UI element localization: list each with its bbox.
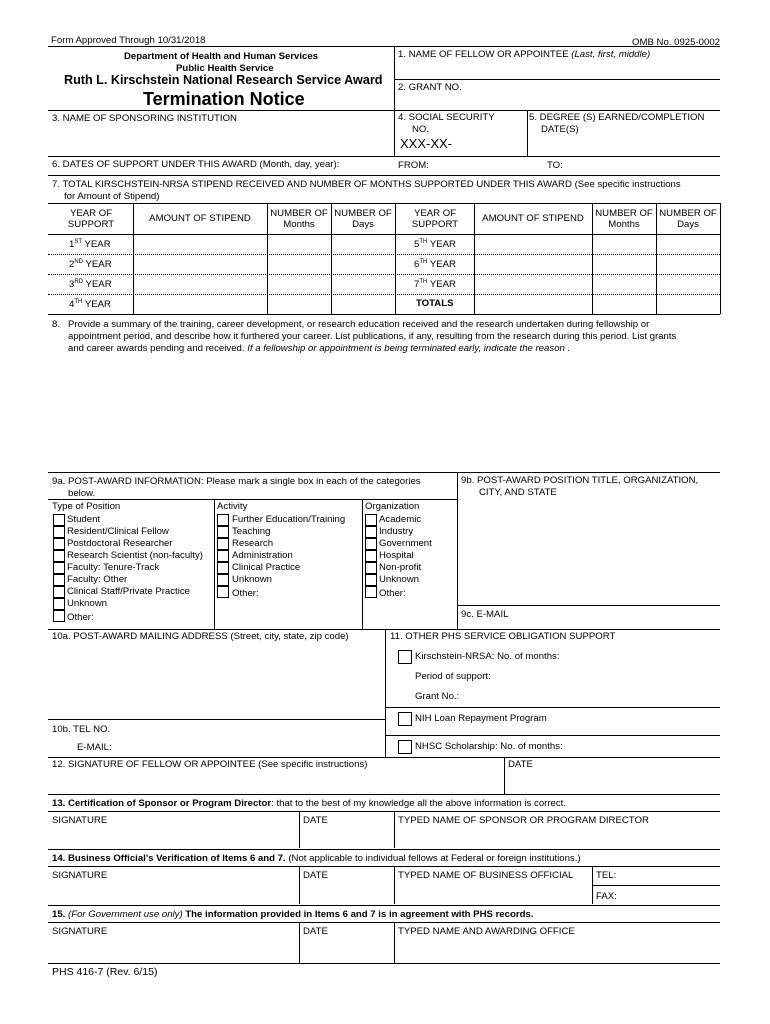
sponsor-date-label: DATE	[303, 815, 328, 826]
rule-field15	[48, 905, 720, 906]
post-award-label-2: below.	[68, 488, 96, 499]
checkbox-org-unknown[interactable]	[365, 574, 377, 586]
rule-field14-fields	[48, 866, 720, 867]
grant-no-label: Grant No.:	[415, 691, 460, 702]
position-title-label-2: CITY, AND STATE	[479, 487, 557, 498]
checkbox-further-education[interactable]	[217, 514, 229, 526]
business-typed-name-label: TYPED NAME OF BUSINESS OFFICIAL	[398, 870, 574, 881]
table-header-rule	[48, 234, 720, 235]
year-label-1: 1ST YEAR	[69, 239, 111, 250]
ssn-label-2: NO.	[412, 124, 430, 135]
option-activity-other: Other:	[232, 588, 259, 599]
degree-label-2: DATE(S)	[541, 124, 579, 135]
checkbox-government[interactable]	[365, 538, 377, 550]
top-rule	[48, 46, 720, 47]
rule-field12	[48, 757, 720, 758]
divider-date-typed	[394, 922, 395, 963]
checkbox-hospital[interactable]	[365, 550, 377, 562]
rule-field9	[48, 472, 720, 473]
form-number: PHS 416-7 (Rev. 6/15)	[52, 966, 158, 978]
checkbox-clinical-practice[interactable]	[217, 562, 229, 574]
type-of-position-heading: Type of Position	[52, 501, 121, 512]
rule-nih	[385, 707, 720, 708]
rule-field14	[48, 849, 720, 850]
table-row-rule	[48, 274, 720, 275]
fellow-date-field[interactable]	[508, 772, 718, 792]
divider-field5	[527, 110, 528, 156]
option-administration: Administration	[232, 550, 293, 561]
activity-heading: Activity	[217, 501, 248, 512]
checkbox-postdoc[interactable]	[53, 538, 65, 550]
business-typed-name-field[interactable]	[398, 883, 590, 901]
mailing-email-field[interactable]	[118, 740, 382, 754]
col-header-year: YEAR OF SUPPORT	[67, 207, 115, 230]
business-signature-field[interactable]	[52, 883, 296, 901]
organization-heading: Organization	[365, 501, 420, 512]
option-faculty-other: Faculty: Other	[67, 574, 128, 585]
grant-number-label: 2. GRANT NO.	[398, 82, 462, 93]
stipend-label-2: for Amount of Stipend)	[64, 191, 160, 202]
position-title-field[interactable]	[461, 500, 718, 604]
year-label-3: 3RD YEAR	[69, 279, 112, 290]
col-header-months-right: NUMBER OF Months	[595, 207, 653, 230]
col-header-days: NUMBER OF Days	[334, 207, 392, 230]
option-clinical-practice: Clinical Practice	[232, 562, 301, 573]
divider-date-typed	[394, 811, 395, 848]
government-signature-field[interactable]	[52, 939, 296, 959]
checkbox-academic[interactable]	[365, 514, 377, 526]
awarding-office-field[interactable]	[398, 939, 718, 959]
rule-field15-fields	[48, 922, 720, 923]
rule-field7	[48, 175, 720, 176]
ssn-label: 4. SOCIAL SECURITY	[398, 112, 495, 123]
option-research: Research	[232, 538, 274, 549]
stipend-label: 7. TOTAL KIRSCHSTEIN-NRSA STIPEND RECEIVED AND NUMBER OF MONTHS SUPPORTED UNDER THIS AWARD (See specific instructions	[52, 179, 681, 190]
checkbox-org-other[interactable]	[365, 586, 377, 598]
year-label-2: 2ND YEAR	[69, 259, 112, 270]
checkbox-administration[interactable]	[217, 550, 229, 562]
rule-field10	[48, 629, 720, 630]
agency-name: Public Health Service	[176, 63, 274, 74]
fellow-signature-field[interactable]	[52, 772, 502, 792]
business-official-label: 14. Business Official's Verification of Items 6 and 7. (Not applicable to individual fellows at Federal or foreign institutions.)	[52, 853, 581, 864]
year-label-7: 7TH YEAR	[414, 279, 456, 290]
post-award-label: 9a. POST-AWARD INFORMATION: Please mark a single box in each of the categories	[52, 476, 421, 487]
checkbox-nhsc[interactable]	[398, 740, 412, 754]
sponsoring-institution-label: 3. NAME OF SPONSORING INSTITUTION	[52, 113, 237, 124]
government-date-label: DATE	[303, 926, 328, 937]
checkbox-kirschstein-nrsa[interactable]	[398, 650, 412, 664]
summary-textarea[interactable]	[52, 357, 718, 469]
divider-sig-date	[299, 922, 300, 963]
checkbox-activity-unknown[interactable]	[217, 574, 229, 586]
sponsor-typed-name-field[interactable]	[398, 828, 718, 846]
rule-field13	[48, 794, 720, 795]
email-field[interactable]	[515, 607, 718, 627]
rule-field1	[395, 79, 720, 80]
summary-line-3: and career awards pending and received. If a fellowship or appointment is being terminated early, indicate the reason .	[68, 343, 571, 354]
government-date-field[interactable]	[303, 939, 391, 959]
option-faculty-tenure: Faculty: Tenure-Track	[67, 562, 160, 573]
award-name: Ruth L. Kirschstein National Research Service Award	[64, 73, 383, 87]
option-non-profit: Non-profit	[379, 562, 422, 573]
table-row-rule	[48, 294, 720, 295]
year-label-5: 5TH YEAR	[414, 239, 456, 250]
option-org-unknown: Unknown	[379, 574, 419, 585]
awarding-office-label: TYPED NAME AND AWARDING OFFICE	[398, 926, 575, 937]
sponsor-signature-field[interactable]	[52, 828, 296, 846]
business-tel-label: TEL:	[596, 870, 617, 881]
page-title: Termination Notice	[143, 89, 305, 109]
option-research-scientist: Research Scientist (non-faculty)	[67, 550, 203, 561]
option-clinical-staff: Clinical Staff/Private Practice	[67, 586, 190, 597]
checkbox-faculty-other[interactable]	[53, 574, 65, 586]
summary-line-1: Provide a summary of the training, career development, or research education received and the research undertaken during fellowship or	[68, 319, 650, 330]
table-col-rule	[395, 203, 396, 314]
checkbox-type-unknown[interactable]	[53, 598, 65, 610]
checkbox-teaching[interactable]	[217, 526, 229, 538]
col-header-days-right: NUMBER OF Days	[659, 207, 717, 230]
sponsor-signature-label: SIGNATURE	[52, 815, 108, 826]
checkbox-research-scientist[interactable]	[53, 550, 65, 562]
checkbox-research[interactable]	[217, 538, 229, 550]
option-type-unknown: Unknown	[67, 598, 107, 609]
option-org-other: Other:	[379, 588, 406, 599]
email-label: 9c. E-MAIL	[461, 609, 509, 620]
rule-field6	[48, 156, 720, 157]
checkbox-nih-loan[interactable]	[398, 712, 412, 726]
option-activity-unknown: Unknown	[232, 574, 272, 585]
checkbox-industry[interactable]	[365, 526, 377, 538]
omb-number: OMB No. 0925-0002	[632, 37, 720, 48]
totals-label: TOTALS	[416, 298, 454, 309]
government-signature-label: SIGNATURE	[52, 926, 108, 937]
phs-obligation-label: 11. OTHER PHS SERVICE OBLIGATION SUPPORT	[390, 631, 616, 642]
option-type-other: Other:	[67, 612, 94, 623]
fellow-name-field[interactable]	[398, 62, 718, 78]
option-student: Student	[67, 514, 101, 525]
checkbox-faculty-tenure[interactable]	[53, 562, 65, 574]
rule-fax	[592, 885, 720, 886]
kirschstein-nrsa-label: Kirschstein-NRSA: No. of months:	[415, 651, 560, 662]
sponsor-typed-name-label: TYPED NAME OF SPONSOR OR PROGRAM DIRECTOR	[398, 815, 649, 826]
checkbox-type-other[interactable]	[53, 610, 65, 622]
to-label: TO:	[547, 160, 563, 171]
nhsc-label: NHSC Scholarship: No. of months:	[415, 741, 563, 752]
from-label: FROM:	[398, 160, 429, 171]
year-label-4: 4TH YEAR	[69, 299, 111, 310]
divider-sig-date	[299, 866, 300, 904]
checkbox-resident[interactable]	[53, 526, 65, 538]
sponsor-date-field[interactable]	[303, 828, 391, 846]
tel-field[interactable]	[120, 722, 382, 736]
summary-number: 8.	[52, 319, 61, 330]
degree-label: 5. DEGREE (S) EARNED/COMPLETION	[529, 112, 705, 123]
option-further-education: Further Education/Training	[232, 514, 346, 525]
divider-field12	[504, 757, 505, 794]
option-postdoc: Postdoctoral Researcher	[67, 538, 173, 549]
option-hospital: Hospital	[379, 550, 414, 561]
degree-field[interactable]	[530, 137, 718, 155]
mailing-address-field[interactable]	[52, 644, 382, 718]
bottom-rule	[48, 963, 720, 964]
rule-field13-fields	[48, 811, 720, 812]
divider-activity-org	[362, 499, 363, 629]
business-date-field[interactable]	[303, 883, 391, 901]
business-tel-field[interactable]	[618, 868, 718, 882]
divider-field10	[385, 629, 386, 757]
checkbox-activity-other[interactable]	[217, 586, 229, 598]
divider-date-typed	[394, 866, 395, 904]
business-fax-label: FAX:	[596, 891, 617, 902]
mailing-email-label: E-MAIL:	[77, 742, 112, 753]
col-header-months: NUMBER OF Months	[270, 207, 328, 230]
rule-field3	[48, 110, 720, 111]
from-date-field[interactable]	[430, 159, 540, 172]
grant-number-field[interactable]	[470, 82, 718, 108]
tel-label: 10b. TEL NO.	[52, 724, 111, 735]
business-fax-field[interactable]	[620, 888, 718, 902]
rule-nhsc	[385, 735, 720, 736]
table-bottom-rule	[48, 314, 720, 315]
ssn-value[interactable]: XXX-XX-	[400, 136, 453, 151]
period-of-support-label: Period of support:	[415, 671, 491, 682]
checkbox-non-profit[interactable]	[365, 562, 377, 574]
to-date-field[interactable]	[566, 159, 716, 172]
col-header-year-right: YEAR OF SUPPORT	[411, 207, 459, 230]
col-header-amount-right: AMOUNT OF STIPEND	[482, 213, 584, 225]
option-government: Government	[379, 538, 432, 549]
fellow-signature-label: 12. SIGNATURE OF FELLOW OR APPOINTEE (See specific instructions)	[52, 759, 368, 770]
option-resident: Resident/Clinical Fellow	[67, 526, 169, 537]
rule-email	[457, 605, 720, 606]
government-use-label: 15. (For Government use only) The information provided in Items 6 and 7 is in agreement with PHS records.	[52, 909, 534, 920]
rule-tel	[48, 719, 385, 720]
checkbox-student[interactable]	[53, 514, 65, 526]
fellow-name-label: 1. NAME OF FELLOW OR APPOINTEE (Last, first, middle)	[398, 49, 651, 60]
summary-line-2: appointment period, and describe how it furthered your career. List publications, if any, resulting from the research during this period. List grants	[68, 331, 677, 342]
divider-header	[394, 46, 395, 156]
year-label-6: 6TH YEAR	[414, 259, 456, 270]
option-industry: Industry	[379, 526, 414, 537]
certification-label: 13. Certification of Sponsor or Program Director: that to the best of my knowledge all the above information is correct.	[52, 798, 567, 809]
table-row-rule	[48, 254, 720, 255]
fellow-date-label: DATE	[508, 759, 533, 770]
business-date-label: DATE	[303, 870, 328, 881]
business-signature-label: SIGNATURE	[52, 870, 108, 881]
divider-sig-date	[299, 811, 300, 848]
nih-loan-label: NIH Loan Repayment Program	[415, 713, 547, 724]
option-academic: Academic	[379, 514, 422, 525]
dates-of-support-label: 6. DATES OF SUPPORT UNDER THIS AWARD (Month, day, year):	[52, 159, 340, 170]
option-teaching: Teaching	[232, 526, 271, 537]
mailing-address-label: 10a. POST-AWARD MAILING ADDRESS (Street, city, state, zip code)	[52, 631, 349, 642]
form-approved-date: Form Approved Through 10/31/2018	[51, 35, 206, 46]
table-col-rule	[720, 203, 721, 314]
sponsoring-institution-field[interactable]	[52, 126, 390, 154]
department-name: Department of Health and Human Services	[124, 51, 319, 62]
checkbox-clinical-staff[interactable]	[53, 586, 65, 598]
position-title-label: 9b. POST-AWARD POSITION TITLE, ORGANIZATION,	[461, 475, 699, 486]
divider-type-activity	[214, 499, 215, 629]
rule-categories	[48, 499, 458, 500]
col-header-amount: AMOUNT OF STIPEND	[149, 213, 251, 225]
